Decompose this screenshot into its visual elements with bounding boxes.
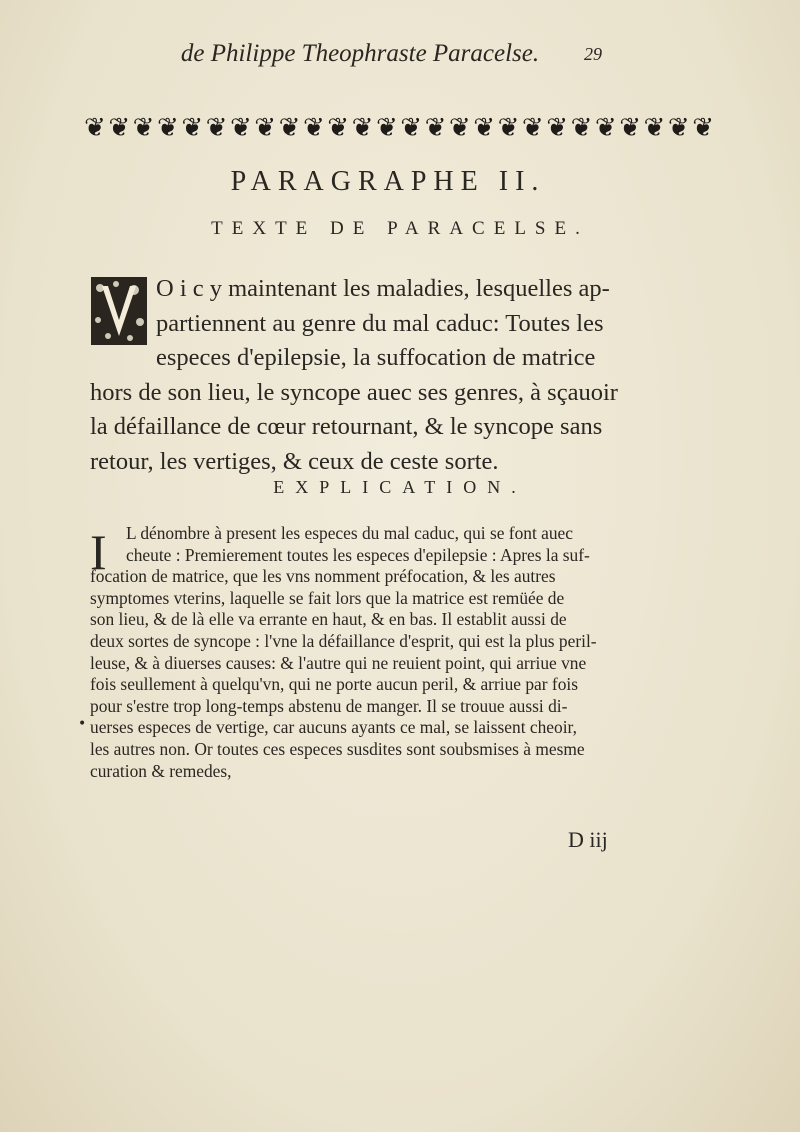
- ornament-glyph: ❦: [205, 113, 226, 143]
- ornament-glyph: ❦: [108, 113, 129, 143]
- text-line: partiennent au genre du mal caduc: Toutes les: [156, 309, 604, 337]
- text-line: O i c y maintenant les maladies, lesquelles ap-: [156, 275, 610, 302]
- ornament-glyph: ❦: [594, 113, 615, 143]
- text-line: symptomes vterins, laquelle se fait lors que la matrice est remüée de: [90, 587, 565, 608]
- ornament-glyph: ❦: [181, 113, 202, 143]
- ornament-glyph: ❦: [229, 113, 250, 143]
- text-line: focation de matrice, que les vns nomment préfocation, & les autres: [90, 566, 556, 587]
- text-line: cheute : Premierement toutes les especes d'epilepsie : Apres la suf-: [126, 544, 590, 565]
- text-line: leuse, & à diuerses causes: & l'autre qui ne reuient point, qui arriue vne: [90, 652, 587, 673]
- text-line: la défaillance de cœur retournant, & le syncope sans: [90, 413, 603, 440]
- ornament-glyph: ❦: [570, 113, 591, 143]
- ornament-glyph: ❦: [521, 113, 542, 143]
- ornament-glyph: ❦: [643, 113, 664, 143]
- explication-heading: EXPLICATION.: [273, 477, 527, 497]
- text-line: fois seullement à quelqu'vn, qui ne porte aucun peril, & arriue par fois: [90, 674, 578, 695]
- ornament-glyph: ❦: [375, 113, 396, 143]
- margin-dot: •: [78, 716, 87, 732]
- text-line: pour s'estre trop long-temps abstenu de manger. Il se trouue aussi di-: [90, 695, 568, 716]
- initial-i: I: [90, 524, 107, 580]
- ornament-glyph: ❦: [546, 113, 567, 143]
- text-block: [90, 272, 720, 479]
- ornament-glyph: ❦: [448, 113, 469, 143]
- text-line: especes d'epilepsie, la suffocation de matrice: [156, 344, 596, 371]
- text-line: deux sortes de syncope : l'vne la défaillance d'esprit, qui est la plus peril-: [90, 630, 597, 651]
- text-line: retour, les vertiges, & ceux de ceste sorte.: [90, 447, 499, 475]
- page-number: 29: [584, 44, 602, 64]
- text-line: les autres non. Or toutes ces especes susdites sont soubsmises à mesme: [90, 738, 585, 759]
- ornament-glyph: ❦: [351, 113, 372, 143]
- ornament-glyph: ❦: [254, 113, 275, 143]
- ornament-glyph: ❦: [302, 113, 323, 143]
- ornament-glyph: ❦: [327, 113, 348, 143]
- text-line: uerses especes de vertige, car aucuns ayants ce mal, se laissent cheoir,: [90, 717, 577, 738]
- running-title: de Philippe Theophraste Paracelse.: [180, 40, 540, 67]
- ornament-glyph: ❦: [497, 113, 518, 143]
- signature-mark: D iij: [568, 827, 608, 852]
- text-line: L dénombre à present les especes du mal caduc, qui se font auec: [126, 523, 573, 543]
- ornament-glyph: ❦: [424, 113, 445, 143]
- text-line: hors de son lieu, le syncope auec ses genres, à sçauoir: [90, 378, 618, 406]
- ornament-glyph: ❦: [278, 113, 299, 143]
- text-line: curation & remedes,: [90, 760, 232, 781]
- ornament-glyph: ❦: [156, 113, 177, 143]
- ornament-glyph: ❦: [667, 113, 688, 143]
- ornament-glyph: ❦: [132, 113, 153, 143]
- text-line: son lieu, & de là elle va errante en haut, & en bas. Il establit aussi de: [90, 609, 567, 630]
- paragraph-heading: PARAGRAPHE II.: [230, 166, 546, 197]
- explication-text: [90, 523, 720, 782]
- section-heading: TEXTE DE PARACELSE.: [211, 218, 589, 239]
- ornament-glyph: ❦: [473, 113, 494, 143]
- ornament-glyph: ❦: [84, 113, 104, 143]
- ornament-band: [84, 110, 712, 146]
- ornament-glyph: ❦: [400, 113, 421, 143]
- ornament-glyph: ❦: [619, 113, 640, 143]
- ornament-glyph: ❦: [692, 113, 712, 143]
